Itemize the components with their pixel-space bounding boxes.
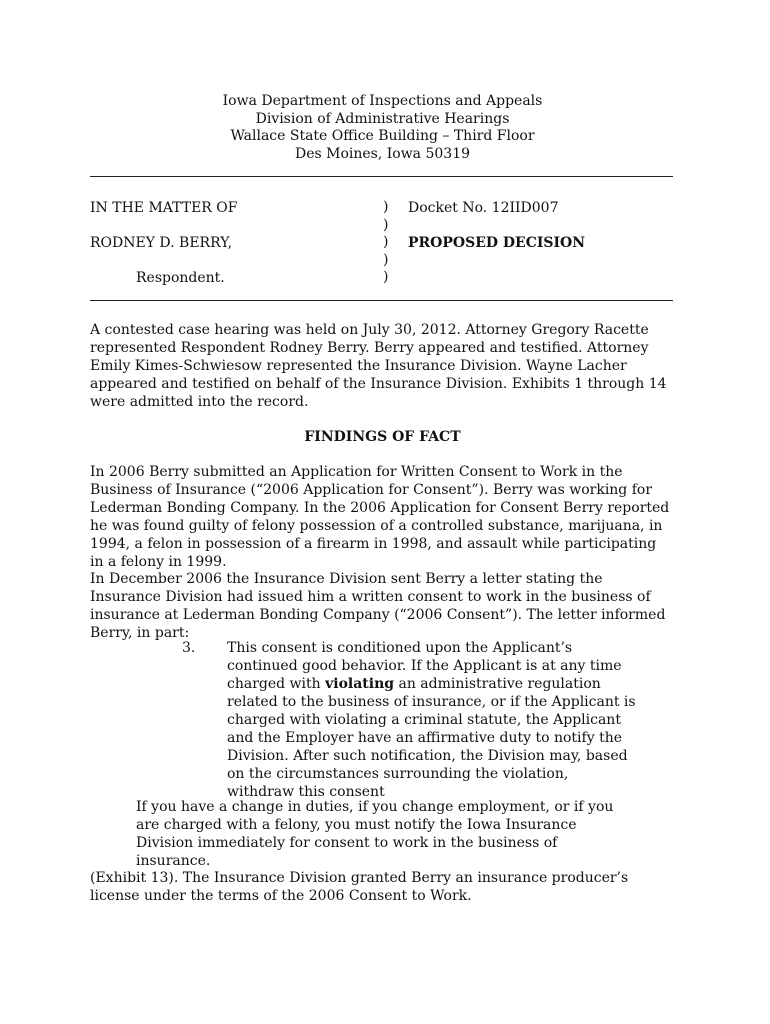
findings-paragraph-3: (Exhibit 13). The Insurance Division granted Berry an insurance producer’s license under the terms of the 2006 Consent to Work. <box>90 870 629 904</box>
header-line-building: Wallace State Office Building – Third Floor <box>230 128 535 144</box>
top-divider <box>90 176 673 177</box>
caption-paren: ) <box>383 216 389 233</box>
caption-paren: ) <box>383 199 389 215</box>
block-quote-consent-condition <box>227 639 637 801</box>
intro-paragraph: A contested case hearing was held on July 30, 2012. Attorney Gregory Racette represented Respondent Rodney Berry. Berry appeared and testified. Attorney Emily Kimes-Schwiesow represented the Insurance Division. Wayne Lacher appeared and testified on behalf of the Insurance Division. Exhibits 1 through 14 were admitted into the record. <box>90 322 667 410</box>
header-line-division: Division of Administrative Hearings <box>255 110 510 127</box>
findings-heading: FINDINGS OF FACT <box>304 429 461 445</box>
agency-header <box>90 93 675 163</box>
findings-paragraph-2: In December 2006 the Insurance Division sent Berry a letter stating the Insurance Division had issued him a written consent to work in the business of insurance at Lederman Bonding Company (“2006 Consent”). The letter informed Berry, in part: <box>90 571 666 641</box>
matter-label: IN THE MATTER OF <box>90 200 238 216</box>
quote-number: 3. <box>182 640 196 656</box>
caption-parentheses <box>383 199 388 287</box>
caption-paren: ) <box>383 251 389 268</box>
bottom-divider <box>90 300 673 301</box>
caption-paren: ) <box>383 269 389 285</box>
block-quote-notification: If you have a change in duties, if you change employment, or if you are charged with a felony, you must notify the Iowa Insurance Division immediately for consent to work in the business of insurance. <box>136 799 614 869</box>
findings-paragraph-1: In 2006 Berry submitted an Application for Written Consent to Work in the Business of Insurance (“2006 Application for Consent”). Berry was working for Lederman Bonding Company. In the 2006 Application for Consent Berry reported he was found guilty of felony possession of a controlled substance, marijuana, in 1994, a felon in possession of a firearm in 1998, and assault while participating in a felony in 1999. <box>90 464 670 570</box>
respondent-name: RODNEY D. BERRY, <box>90 235 233 251</box>
header-line-department: Iowa Department of Inspections and Appeals <box>222 93 543 109</box>
caption-paren: ) <box>383 234 389 250</box>
header-line-city: Des Moines, Iowa 50319 <box>294 145 471 162</box>
decision-title: PROPOSED DECISION <box>408 235 586 251</box>
respondent-role: Respondent. <box>136 270 225 286</box>
quote-text-start: This consent is conditioned upon the Applicant’s continued good behavior. If the Applicant is at any time charged with <box>227 640 622 692</box>
docket-number: Docket No. 12IID007 <box>408 200 559 216</box>
quote-text-end: an administrative regulation related to the business of insurance, or if the Applicant is charged with violating a criminal statute, the Applicant and the Employer have an affirmative duty to notify the Division. After such notification, the Division may, based on the circumstances surrounding the violation, withdraw this consent <box>227 676 636 800</box>
quote-text-emphasis: violating <box>325 676 395 692</box>
